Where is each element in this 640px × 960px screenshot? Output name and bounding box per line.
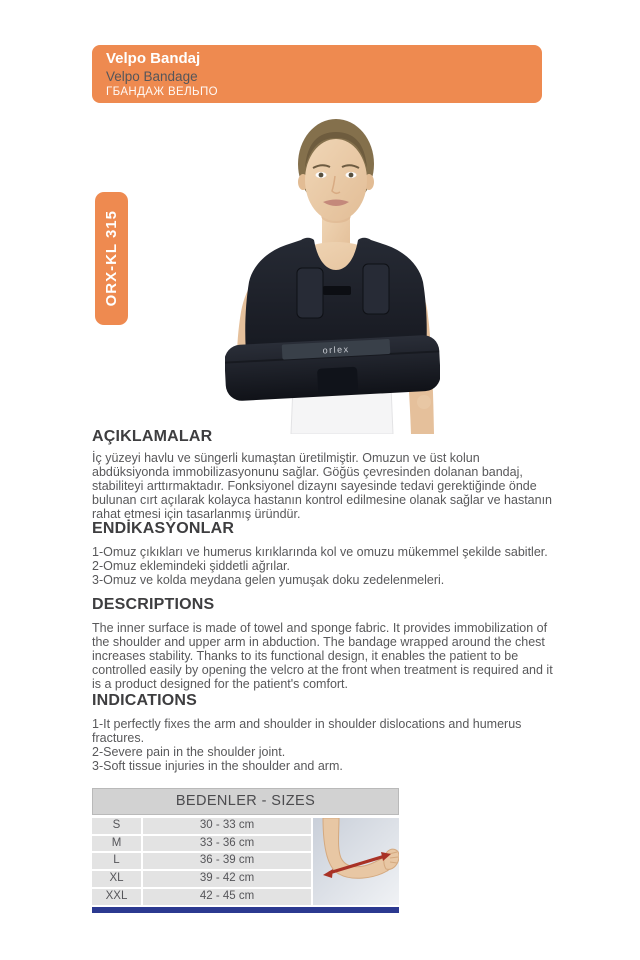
model-hand xyxy=(417,395,431,409)
range-cell: 33 - 36 cm xyxy=(143,836,311,852)
model-face xyxy=(305,139,367,221)
table-row xyxy=(92,889,311,905)
table-row xyxy=(92,853,311,869)
range-cell: 30 - 33 cm xyxy=(143,818,311,834)
product-code: ORX-KL 315 xyxy=(103,210,120,307)
list-item: 2-Omuz eklemindeki şiddetli ağrılar. xyxy=(92,558,290,573)
list-item: 1-Omuz çıkıkları ve humerus kırıklarında kol ve omuzu mükemmel şekilde sabitler. xyxy=(92,545,548,559)
range-cell: 42 - 45 cm xyxy=(143,889,311,905)
range-cell: 39 - 42 cm xyxy=(143,871,311,887)
size-cell: XXL xyxy=(92,889,141,905)
product-title-russian: ГБАНДАЖ ВЕЛЬПО xyxy=(106,86,219,98)
velcro-strip-right xyxy=(363,264,389,314)
size-cell: L xyxy=(92,853,141,869)
table-row xyxy=(92,836,311,852)
velcro-flap xyxy=(317,367,358,395)
left-iris xyxy=(319,173,324,178)
list-item: 3-Omuz ve kolda meydana gelen yumuşak doku zedelenmeleri. xyxy=(92,572,445,587)
section-list-endikasyonlar xyxy=(92,546,556,588)
size-table-grid xyxy=(92,818,399,905)
table-bottom-bar xyxy=(92,907,399,913)
size-cell: XL xyxy=(92,871,141,887)
size-table xyxy=(92,788,399,913)
section-list-indications xyxy=(92,718,556,774)
section-heading-descriptions: DESCRIPTIONS xyxy=(92,596,215,613)
list-item: 1-It perfectly fixes the arm and shoulder in shoulder dislocations and humerus fractures. xyxy=(92,717,522,745)
product-title-banner xyxy=(92,45,542,103)
list-item: 2-Severe pain in the shoulder joint. xyxy=(92,744,286,759)
chest-tab xyxy=(323,286,351,295)
right-iris xyxy=(349,173,354,178)
section-heading-aciklamalar: AÇIKLAMALAR xyxy=(92,428,213,445)
product-title-turkish: Velpo Bandaj xyxy=(106,50,201,67)
arm-measurement-illustration xyxy=(313,818,399,905)
table-row xyxy=(92,871,311,887)
section-heading-indications: INDICATIONS xyxy=(92,692,198,709)
size-cell: M xyxy=(92,836,141,852)
range-cell: 36 - 39 cm xyxy=(143,853,311,869)
table-row xyxy=(92,818,311,834)
product-code-tab xyxy=(95,192,128,325)
section-body-aciklamalar: İç yüzeyi havlu ve süngerli kumaştan üretilmiştir. Omuzun ve üst kolun abdüksiyonda immobilizasyonunu sağlar. Göğüs çevresinden dolanan bandaj, stabiliteyi arttırmaktadır. Fonksiyonel dizaynı sayesinde tedavi gerektiğinde önde bulunan cırt açılarak kolayca hastanın kontrol edilmesine olanak sağlar ve hastanın rahat etmesi için tasarlanmış üründür. xyxy=(92,451,552,521)
velcro-strip-left xyxy=(297,268,323,318)
section-body-descriptions: The inner surface is made of towel and sponge fabric. It provides immobilization of the shoulder and upper arm in abduction. The bandage wrapped around the chest increases stability. Thanks to its functional design, it enables the patient to be controlled easily by opening the velcro at the front when treatment is required and it is a product designed for the patient's comfort. xyxy=(92,621,553,691)
product-title-english: Velpo Bandage xyxy=(106,69,198,84)
list-item: 3-Soft tissue injuries in the shoulder and arm. xyxy=(92,758,343,773)
product-photo xyxy=(225,116,440,434)
section-heading-endikasyonlar: ENDİKASYONLAR xyxy=(92,520,235,537)
brand-label: orlex xyxy=(322,344,350,356)
arm-sling-band xyxy=(225,334,440,401)
size-cell: S xyxy=(92,818,141,834)
size-table-title: BEDENLER - SIZES xyxy=(92,788,399,815)
